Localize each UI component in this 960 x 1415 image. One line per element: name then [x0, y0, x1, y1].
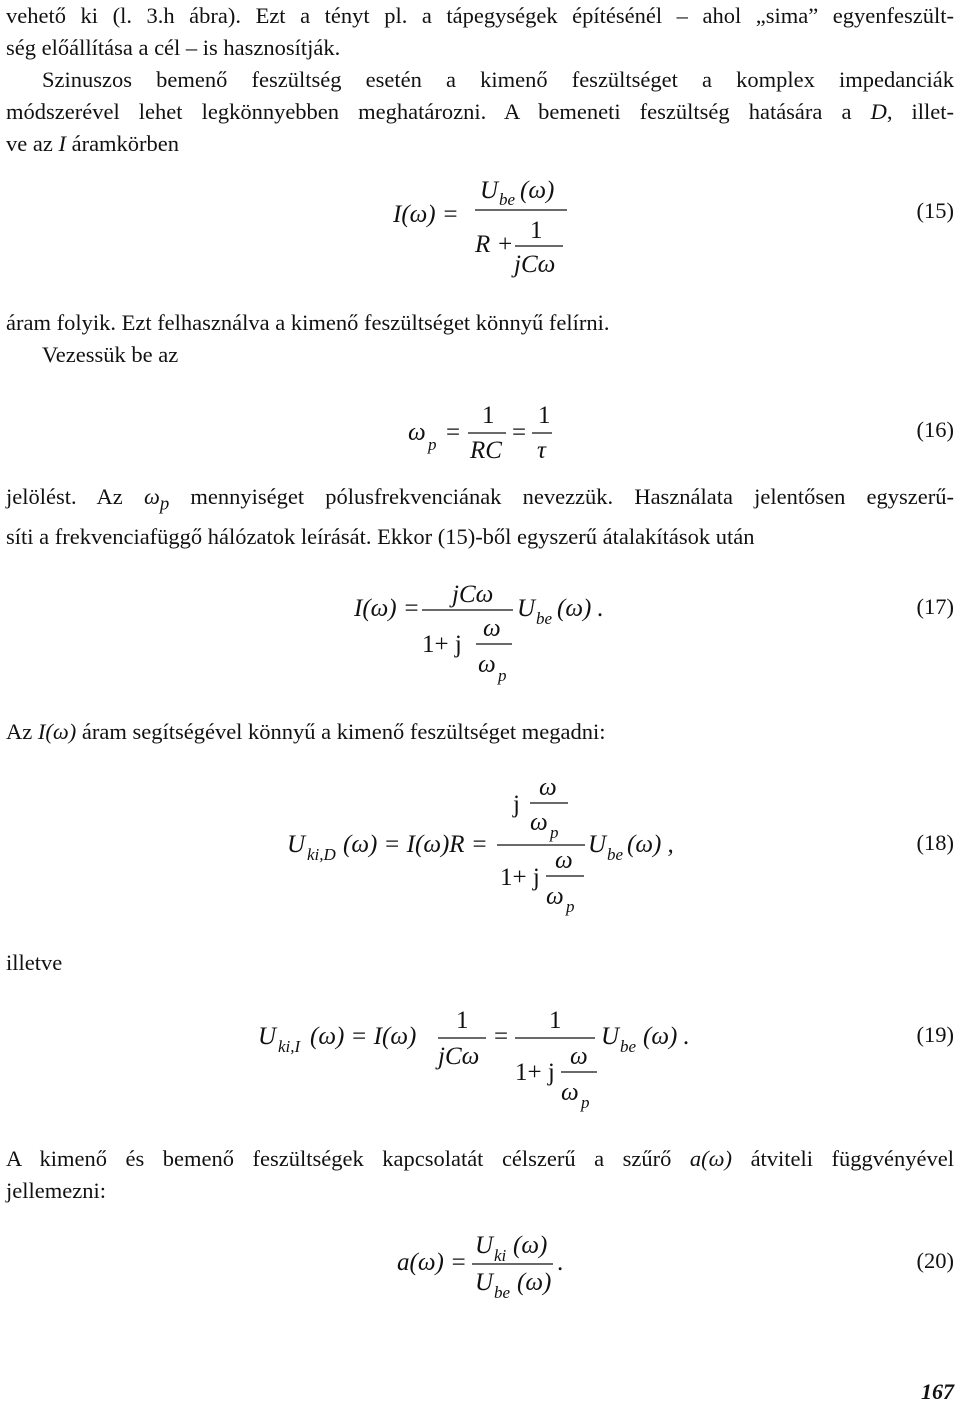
text-line: módszerével lehet legkönnyebben meghatározni. A bemeneti feszültség hatására a D, illet- [6, 99, 955, 124]
eq18-u2: U [588, 831, 607, 858]
eq19-den-wp: ω [561, 1079, 579, 1106]
eq19-u-sub: ki,I [278, 1037, 301, 1056]
equation-15 [0, 170, 960, 280]
equation-number: (15) [916, 198, 954, 223]
eq17-u: U [517, 595, 536, 622]
eq17-u-arg: (ω) . [557, 595, 604, 622]
eq20-num-u: U [475, 1232, 494, 1259]
text-line: vehető ki (l. 3.h ábra). Ezt a tényt pl. a tápegységek építésénél – ahol „sima” egyenfeszült- [6, 3, 954, 28]
paragraph-after-16 [6, 481, 954, 553]
equation-19 [0, 1000, 960, 1115]
equation-number: (18) [916, 830, 954, 855]
eq16-tau: τ [537, 437, 546, 464]
eq18-num-w: ω [539, 774, 557, 801]
eq15-num-arg: (ω) [520, 177, 555, 204]
eq18-u2-sub: be [607, 845, 624, 864]
paragraph-after-19 [6, 1143, 954, 1207]
eq18-num-j: j [513, 791, 520, 818]
eq19-f1-num: 1 [456, 1007, 469, 1034]
equation-17 [0, 574, 960, 689]
equation-number: (20) [916, 1248, 954, 1273]
eq15-den-jcw: jCω [514, 251, 556, 278]
eq19-u: U [258, 1023, 277, 1050]
eq19-den-w: ω [570, 1043, 588, 1070]
text-line: ség előállítása a cél – is hasznosítják. [6, 35, 341, 60]
eq16-sub: p [428, 435, 437, 454]
text-line: Az I(ω) áram segítségével könnyű a kimenő feszültséget megadni: [6, 719, 606, 744]
eq17-u-sub: be [536, 609, 553, 628]
eq19-den-p: p [581, 1093, 590, 1112]
eq19-u2-arg: (ω) . [643, 1023, 690, 1050]
eq18-den-a: 1+ j [500, 864, 540, 891]
eq16-one1: 1 [482, 402, 495, 429]
eq19-den-a: 1+ j [515, 1059, 555, 1086]
eq18-den-p: p [566, 897, 575, 916]
eq20-den-arg: (ω) [517, 1269, 552, 1296]
eq18-den-w: ω [555, 847, 573, 874]
text-line: Vezessük be az [42, 342, 179, 367]
eq18-num-p: p [550, 823, 559, 842]
eq17-num: jCω [452, 581, 494, 608]
eq15-den-r: R + [475, 231, 514, 258]
eq18-u2-arg: (ω) , [627, 831, 674, 858]
eq18-num-wp: ω [530, 809, 548, 836]
paragraph-after-15 [6, 307, 954, 371]
eq18-lhs-rest: (ω) = I(ω)R = [343, 831, 488, 858]
eq16-omega: ω [408, 419, 426, 446]
eq16-rc: RC [470, 437, 502, 464]
eq17-den-a: 1+ j [422, 631, 462, 658]
eq19-lhs-rest: (ω) = I(ω) [310, 1023, 417, 1050]
equation-16 [0, 395, 960, 470]
text-line: áram folyik. Ezt felhasználva a kimenő feszültséget könnyű felírni. [6, 310, 610, 335]
equation-number: (19) [916, 1022, 954, 1047]
eq19-f1-den: jCω [438, 1043, 480, 1070]
paragraph-illetve [6, 947, 954, 979]
eq18-den-wp: ω [546, 883, 564, 910]
eq20-den-u: U [475, 1269, 494, 1296]
eq16-one2: 1 [538, 402, 551, 429]
eq15-num-u: U [480, 177, 499, 204]
eq20-num-arg: (ω) [513, 1232, 548, 1259]
text-line: Szinuszos bemenő feszültség esetén a kimenő feszültséget a komplex impedanciák [42, 67, 954, 92]
eq16-eq2: = [512, 419, 527, 446]
equation-number: (16) [916, 417, 954, 442]
eq20-lhs: a(ω) = [397, 1249, 467, 1276]
text-line: síti a frekvenciafüggő hálózatok leírását. Ekkor (15)-ből egyszerű átalakítások után [6, 523, 755, 549]
equation-20 [0, 1228, 960, 1303]
eq15-den-one: 1 [530, 217, 543, 244]
eq19-u2: U [601, 1023, 620, 1050]
text-line: jellemezni: [6, 1178, 106, 1203]
eq20-dot: . [557, 1249, 564, 1276]
text-line: jelölést. Az $\omega_p$ mennyiséget pólusfrekvenciának nevezzük. Használata jelentősen egyszerű- [6, 484, 955, 515]
text-line: A kimenő és bemenő feszültségek kapcsolatát célszerű a szűrő a(ω) átviteli függvényével [6, 1146, 955, 1171]
text-line: ve az I áramkörben [6, 131, 180, 156]
eq18-u: U [287, 831, 306, 858]
page-number: 167 [921, 1379, 954, 1404]
eq18-u-sub: ki,D [307, 845, 336, 864]
equation-18 [0, 770, 960, 920]
eq15-lhs: I(ω) = [393, 201, 459, 228]
eq15-num-sub: be [499, 190, 516, 209]
eq17-den-wp: ω [478, 651, 496, 678]
eq19-u2-sub: be [620, 1037, 637, 1056]
text-line: illetve [6, 950, 63, 975]
eq19-f2-num: 1 [549, 1007, 562, 1034]
eq16-eq1: = [446, 419, 461, 446]
paragraph-after-17 [6, 716, 954, 748]
eq17-den-p: p [498, 666, 507, 685]
eq17-lhs: I(ω) = [354, 595, 420, 622]
eq20-num-sub: ki [494, 1246, 507, 1265]
eq19-eq: = [494, 1023, 509, 1050]
eq17-den-w: ω [483, 615, 501, 642]
intro-paragraph [6, 0, 954, 160]
equation-number: (17) [916, 594, 954, 619]
eq20-den-sub: be [494, 1283, 511, 1302]
